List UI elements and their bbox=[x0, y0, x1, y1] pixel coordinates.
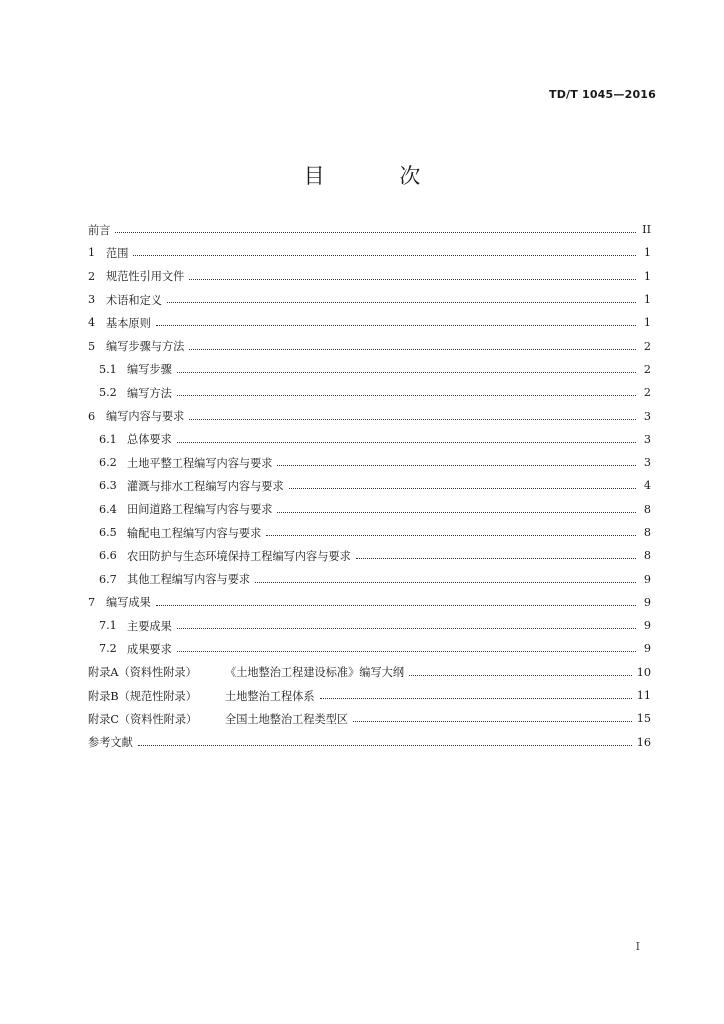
toc-entry[interactable] bbox=[88, 358, 651, 381]
toc-entry[interactable] bbox=[88, 614, 651, 637]
toc-entry[interactable] bbox=[88, 707, 651, 730]
toc-entry-heading bbox=[99, 455, 272, 471]
toc-dot-leader bbox=[409, 675, 632, 676]
toc-entry-label: 农田防护与生态环境保持工程编写内容与要求 bbox=[127, 549, 351, 563]
toc-section-number: 6.7 bbox=[99, 572, 117, 586]
toc-entry-heading bbox=[88, 315, 151, 331]
toc-entry-heading bbox=[99, 478, 284, 494]
toc-entry-label: 输配电工程编写内容与要求 bbox=[127, 526, 262, 540]
toc-entry[interactable] bbox=[88, 684, 651, 707]
toc-page-number: 15 bbox=[636, 712, 651, 726]
toc-entry-heading bbox=[88, 292, 162, 308]
toc-page-number: 3 bbox=[643, 409, 651, 423]
toc-entry[interactable] bbox=[88, 661, 651, 684]
toc-entry-heading bbox=[99, 618, 172, 634]
toc-entry[interactable] bbox=[88, 474, 651, 497]
toc-section-number: 6.3 bbox=[99, 479, 117, 493]
toc-entry-label: 成果要求 bbox=[127, 642, 172, 656]
toc-page-number: 9 bbox=[643, 572, 651, 586]
toc-page-number: 3 bbox=[643, 432, 651, 446]
toc-entry[interactable] bbox=[88, 521, 651, 544]
toc-entry-heading bbox=[88, 734, 133, 750]
toc-entry-label: 编写方法 bbox=[127, 386, 172, 400]
toc-dot-leader bbox=[177, 372, 636, 373]
toc-page-number: II bbox=[642, 223, 651, 237]
toc-entry-label: 参考文献 bbox=[88, 736, 133, 750]
toc-entry-heading bbox=[99, 361, 172, 377]
toc-appendix-tag: 附录B（规范性附录） bbox=[88, 689, 197, 703]
toc-page-number: 2 bbox=[643, 386, 651, 400]
toc-entry-label: 其他工程编写内容与要求 bbox=[127, 573, 251, 587]
toc-entry[interactable] bbox=[88, 218, 651, 241]
standard-code: TD/T 1045—2016 bbox=[548, 88, 656, 101]
toc-entry[interactable] bbox=[88, 241, 651, 264]
toc-entry[interactable] bbox=[88, 381, 651, 404]
toc-entry-heading bbox=[88, 408, 184, 424]
toc-entry[interactable] bbox=[88, 334, 651, 357]
toc-entry-heading bbox=[88, 222, 110, 238]
toc-section-number: 6.1 bbox=[99, 432, 117, 446]
toc-dot-leader bbox=[289, 488, 636, 489]
toc-dot-leader bbox=[177, 395, 636, 396]
toc-entry-label: 术语和定义 bbox=[106, 293, 162, 307]
toc-entry-label: 总体要求 bbox=[127, 433, 172, 447]
toc-section-number: 6.5 bbox=[99, 526, 117, 539]
toc-entry-label: 编写步骤与方法 bbox=[106, 340, 185, 354]
toc-page-number: 1 bbox=[643, 293, 651, 307]
toc-page-number: 8 bbox=[643, 549, 651, 563]
toc-entry-label: 《土地整治工程建设标准》编写大纲 bbox=[225, 666, 405, 680]
toc-entry[interactable] bbox=[88, 637, 651, 660]
page-title: 目 次 bbox=[303, 164, 455, 188]
toc-page-number: 9 bbox=[643, 642, 651, 656]
toc-dot-leader bbox=[177, 628, 636, 629]
toc-entry[interactable] bbox=[88, 428, 651, 451]
toc-page-number: 1 bbox=[643, 246, 651, 260]
toc-section-number: 6.6 bbox=[99, 549, 117, 563]
toc-dot-leader bbox=[353, 721, 632, 722]
toc-entry[interactable] bbox=[88, 311, 651, 334]
toc-entry-label: 前言 bbox=[88, 223, 111, 237]
toc-dot-leader bbox=[156, 605, 636, 606]
toc-appendix-tag: 附录A（资料性附录） bbox=[88, 666, 197, 680]
toc-section-number: 7.1 bbox=[99, 619, 117, 633]
toc-entry[interactable] bbox=[88, 591, 651, 614]
toc-entry-heading bbox=[88, 338, 184, 354]
toc-page-number: 2 bbox=[643, 339, 651, 353]
toc-page-number: 4 bbox=[643, 479, 651, 493]
toc-entry-label: 灌溉与排水工程编写内容与要求 bbox=[127, 479, 284, 493]
toc-entry[interactable] bbox=[88, 451, 651, 474]
toc-entry-label: 编写内容与要求 bbox=[106, 410, 185, 424]
table-of-contents bbox=[88, 218, 651, 754]
toc-entry-heading bbox=[99, 571, 250, 587]
toc-section-number: 4 bbox=[88, 316, 96, 330]
toc-section-number: 6.2 bbox=[99, 456, 117, 470]
toc-entry[interactable] bbox=[88, 567, 651, 590]
toc-section-number: 5.1 bbox=[99, 362, 117, 376]
toc-entry[interactable] bbox=[88, 265, 651, 288]
toc-page-number: 16 bbox=[636, 735, 651, 749]
toc-dot-leader bbox=[133, 255, 636, 256]
toc-entry-label: 全国土地整治工程类型区 bbox=[225, 712, 349, 726]
toc-dot-leader bbox=[156, 325, 636, 326]
toc-entry[interactable] bbox=[88, 544, 651, 567]
toc-entry[interactable] bbox=[88, 404, 651, 427]
toc-entry[interactable] bbox=[88, 498, 651, 521]
toc-entry-heading bbox=[99, 641, 172, 657]
toc-entry-heading bbox=[99, 525, 261, 541]
toc-entry-heading bbox=[88, 594, 151, 610]
toc-section-number: 7.2 bbox=[99, 642, 117, 656]
toc-entry-label: 编写步骤 bbox=[127, 363, 172, 377]
toc-dot-leader bbox=[177, 651, 636, 652]
toc-entry-heading bbox=[99, 548, 351, 564]
toc-dot-leader bbox=[138, 745, 632, 746]
toc-page-number: 10 bbox=[636, 665, 651, 679]
page-number: I bbox=[635, 940, 640, 953]
toc-entry-heading bbox=[99, 385, 172, 401]
toc-dot-leader bbox=[255, 582, 636, 583]
toc-page-number: 1 bbox=[643, 269, 651, 283]
toc-entry-heading bbox=[88, 268, 184, 284]
toc-entry-heading bbox=[88, 711, 348, 727]
toc-page-number: 3 bbox=[643, 456, 651, 470]
toc-page-number: 9 bbox=[643, 595, 651, 609]
toc-page-number: 2 bbox=[643, 362, 651, 376]
toc-dot-leader bbox=[167, 302, 636, 303]
toc-dot-leader bbox=[277, 512, 636, 513]
toc-page-number: 11 bbox=[636, 689, 651, 703]
toc-dot-leader bbox=[189, 279, 636, 280]
toc-appendix-tag: 附录C（资料性附录） bbox=[88, 712, 198, 726]
toc-section-number: 5 bbox=[88, 339, 96, 353]
toc-dot-leader bbox=[189, 419, 636, 420]
toc-entry-heading bbox=[88, 688, 315, 704]
toc-entry-label: 土地平整工程编写内容与要求 bbox=[127, 456, 273, 470]
toc-entry-label: 编写成果 bbox=[106, 596, 151, 610]
toc-section-number: 6.4 bbox=[99, 502, 117, 516]
toc-entry-label: 土地整治工程体系 bbox=[225, 689, 315, 703]
toc-page-number: 1 bbox=[643, 316, 651, 330]
toc-entry-heading bbox=[88, 664, 404, 680]
toc-dot-leader bbox=[320, 698, 632, 699]
toc-dot-leader bbox=[177, 442, 636, 443]
toc-entry-heading bbox=[88, 245, 128, 261]
toc-dot-leader bbox=[356, 558, 636, 559]
toc-dot-leader bbox=[189, 349, 636, 350]
toc-section-number: 7 bbox=[88, 595, 96, 609]
toc-section-number: 3 bbox=[88, 293, 96, 307]
toc-dot-leader bbox=[115, 232, 636, 233]
toc-section-number: 5.2 bbox=[99, 386, 117, 400]
toc-entry-label: 范围 bbox=[106, 246, 129, 260]
toc-dot-leader bbox=[277, 465, 636, 466]
toc-entry-heading bbox=[99, 431, 172, 447]
toc-section-number: 2 bbox=[88, 269, 96, 283]
toc-entry-label: 田间道路工程编写内容与要求 bbox=[127, 503, 273, 517]
toc-entry-label: 基本原则 bbox=[106, 316, 151, 330]
toc-entry[interactable] bbox=[88, 731, 651, 754]
toc-entry-heading bbox=[99, 501, 272, 517]
toc-entry-label: 主要成果 bbox=[127, 619, 172, 633]
toc-section-number: 1 bbox=[88, 246, 96, 260]
toc-entry[interactable] bbox=[88, 288, 651, 311]
toc-entry-label: 规范性引用文件 bbox=[106, 270, 185, 284]
toc-section-number: 6 bbox=[88, 409, 96, 423]
toc-dot-leader bbox=[266, 535, 636, 536]
toc-page-number: 8 bbox=[643, 526, 651, 539]
toc-page-number: 9 bbox=[643, 619, 651, 633]
toc-page-number: 8 bbox=[643, 502, 651, 516]
